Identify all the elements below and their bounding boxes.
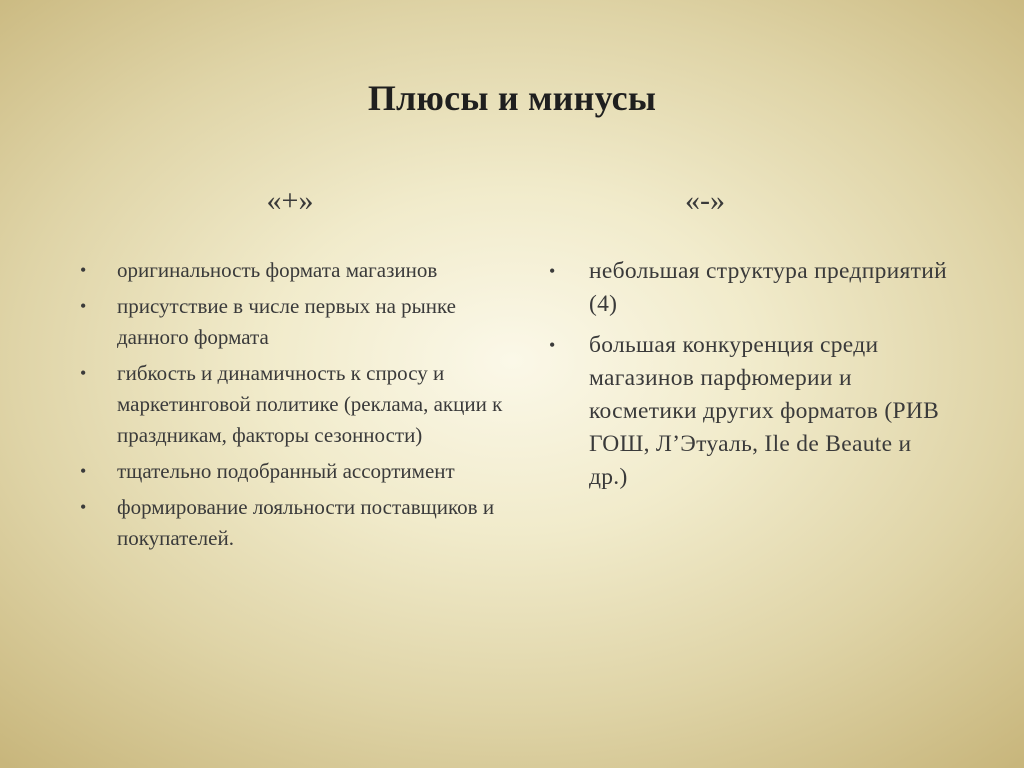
plus-item-text: оригинальность формата магазинов (117, 258, 438, 282)
list-item (80, 456, 520, 487)
list-item (80, 291, 520, 353)
list-item (80, 358, 520, 451)
bullet-icon: • (80, 497, 87, 517)
bullet-icon: • (80, 461, 87, 481)
slide-title: Плюсы и минусы (367, 78, 657, 118)
minus-item-text: небольшая структура предприятий (4) (589, 258, 947, 317)
bullet-icon: • (80, 363, 87, 383)
bullet-icon: • (80, 296, 87, 316)
plus-item-text: тщательно подобранный ассортимент (117, 459, 455, 483)
plus-list (80, 255, 520, 559)
minus-item-text: большая конкуренция среди магазинов парфюмерии и косметики других форматов (РИВ ГОШ, Л’Этуаль, Ile de Beaute и др.) (589, 332, 940, 490)
plus-item-text: формирование лояльности поставщиков и покупателей. (117, 495, 495, 550)
list-item (80, 255, 520, 286)
plus-column-header: «+» (266, 184, 314, 217)
bullet-icon: • (80, 260, 87, 280)
bullet-icon: • (549, 261, 556, 281)
list-item (549, 255, 949, 321)
plus-item-text: присутствие в числе первых на рынке данного формата (117, 294, 457, 349)
list-item (80, 492, 520, 554)
plus-item-text: гибкость и динамичность к спросу и маркетинговой политике (реклама, акции к праздникам, факторы сезонности) (117, 361, 503, 447)
list-item (549, 329, 949, 494)
minus-column-header: «-» (685, 184, 725, 217)
bullet-icon: • (549, 335, 556, 355)
minus-list (549, 255, 949, 502)
